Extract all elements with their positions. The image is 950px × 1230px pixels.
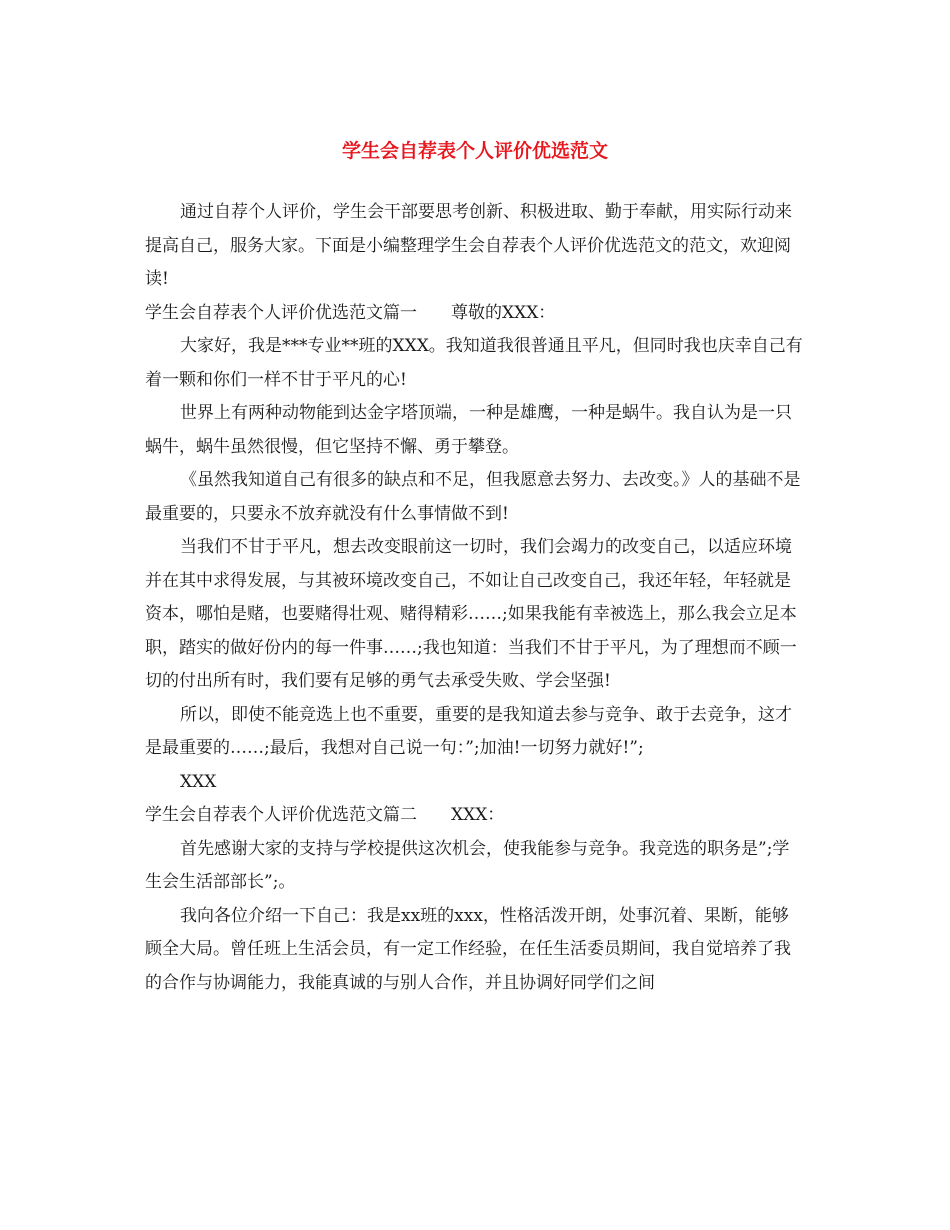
paragraph: 大家好，我是***专业**班的XXX。我知道我很普通且平凡，但同时我也庆幸自己有着一颗和你们一样不甘于平凡的心! [145, 336, 803, 390]
paragraph: 所以，即使不能竞选上也不重要，重要的是我知道去参与竞争、敢于去竞争，这才是最重要的……;最后，我想对自己说一句：”;加油!一切努力就好!”; [145, 704, 792, 758]
document-title: 学生会自荐表个人评价优选范文 [341, 140, 608, 162]
paragraph: 《虽然我知道自己有很多的缺点和不足，但我愿意去努力、去改变。》人的基础不是最重要的，只要永不放弃就没有什么事情做不到! [145, 470, 801, 524]
paragraph: 当我们不甘于平凡，想去改变眼前这一切时，我们会竭力的改变自己，以适应环境并在其中求得发展，与其被环境改变自己，不如让自己改变自己，我还年轻，年轻就是资本，哪怕是赌，也要赌得壮观、赌得精彩……;如果我能有幸被选上，那么我会立足本职，踏实的做好份内的每一件事……;我也知道：当我们不甘于平凡，为了理想而不顾一切的付出所有时，我们要有足够的勇气去承受失败、学会坚强! [145, 537, 797, 691]
section-heading-2: 学生会自荐表个人评价优选范文篇二 XXX： [145, 805, 505, 825]
paragraph: 我向各位介绍一下自己：我是xx班的xxx，性格活泼开朗，处事沉着、果断，能够顾全大局。曾任班上生活会员，有一定工作经验，在任生活委员期间，我自觉培养了我的合作与协调能力，我能真诚的与别人合作，并且协调好同学们之间 [145, 905, 791, 993]
paragraph-intro: 通过自荐个人评价，学生会干部要思考创新、积极进取、勤于奉献，用实际行动来提高自己，服务大家。下面是小编整理学生会自荐表个人评价优选范文的范文，欢迎阅读! [145, 202, 792, 289]
paragraph: 首先感谢大家的支持与学校提供这次机会，使我能参与竞争。我竞选的职务是”;学生会生活部部长”;。 [145, 838, 790, 892]
section-heading-1: 学生会自荐表个人评价优选范文篇一 尊敬的XXX： [145, 302, 556, 323]
document-body [145, 196, 805, 1000]
signature: XXX [180, 771, 217, 792]
paragraph: 世界上有两种动物能到达金字塔顶端，一种是雄鹰，一种是蜗牛。我自认为是一只蜗牛，蜗牛虽然很慢，但它坚持不懈、勇于攀登。 [145, 403, 792, 457]
